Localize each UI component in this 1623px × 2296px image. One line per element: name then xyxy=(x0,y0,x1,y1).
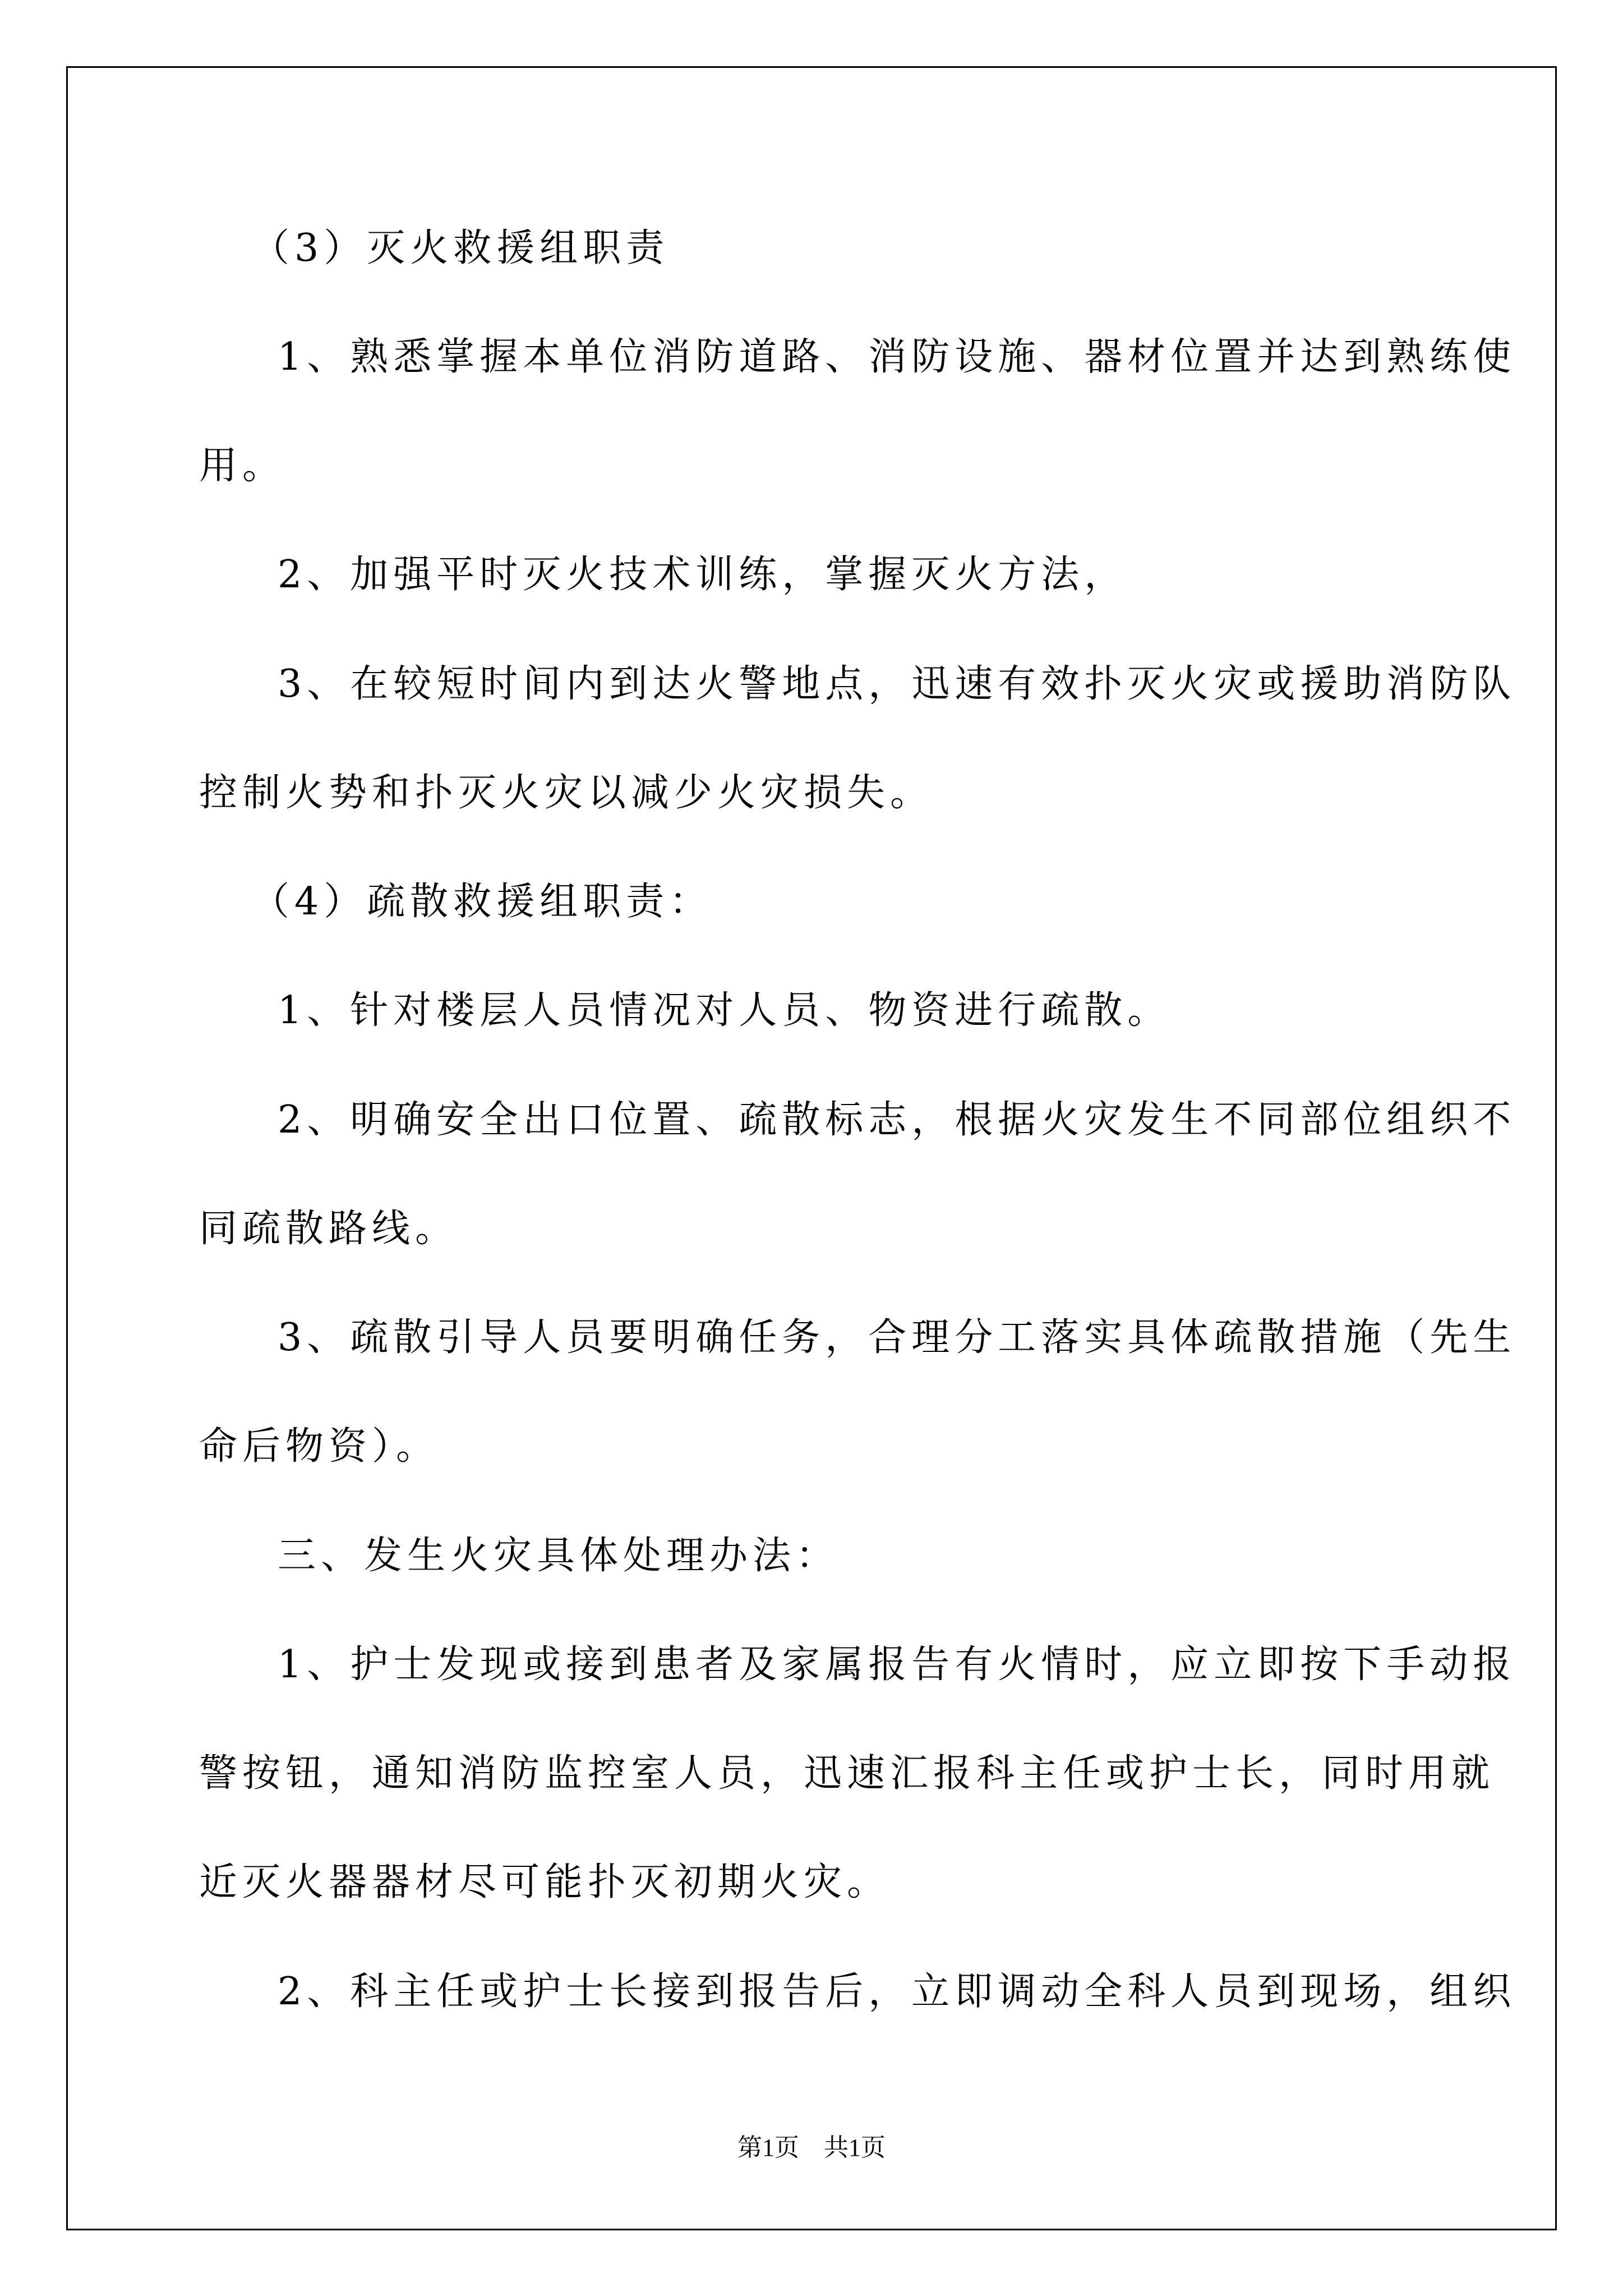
paragraph-line: 2、明确安全出口位置、疏散标志，根据火灾发生不同部位组织不 xyxy=(278,1098,1516,1142)
paragraph-line: 命后物资）。 xyxy=(199,1424,440,1469)
paragraph-line: 1、熟悉掌握本单位消防道路、消防设施、器材位置并达到熟练使 xyxy=(278,335,1516,379)
paragraph-line: 近灭火器器材尽可能扑灭初期火灾。 xyxy=(199,1860,891,1904)
page-number-footer: 第1页 共1页 xyxy=(737,2134,886,2161)
heading-evacuation-duties: （4）疏散救援组职责： xyxy=(251,880,713,924)
paragraph-line: 2、加强平时灭火技术训练，掌握灭火方法， xyxy=(278,553,1128,597)
paragraph-line: 1、护士发现或接到患者及家属报告有火情时，应立即按下手动报 xyxy=(278,1642,1516,1687)
paragraph-line: 同疏散路线。 xyxy=(199,1207,459,1251)
page-border xyxy=(66,66,1557,2230)
paragraph-line: 用。 xyxy=(199,444,286,488)
paragraph-line: 1、针对楼层人员情况对人员、物资进行疏散。 xyxy=(278,988,1171,1033)
heading-fire-handling-procedure: 三、发生火灾具体处理办法： xyxy=(278,1534,840,1578)
paragraph-line: 2、科主任或护士长接到报告后，立即调动全科人员到现场，组织 xyxy=(278,1970,1516,2014)
paragraph-line: 3、在较短时间内到达火警地点，迅速有效扑灭火灾或援助消防队 xyxy=(278,662,1516,706)
paragraph-line: 3、疏散引导人员要明确任务，合理分工落实具体疏散措施（先生 xyxy=(278,1315,1516,1360)
paragraph-line: 控制火势和扑灭火灾以减少火灾损失。 xyxy=(199,771,934,815)
heading-fire-rescue-duties: （3）灭火救援组职责 xyxy=(251,226,670,270)
paragraph-line: 警按钮，通知消防监控室人员，迅速汇报科主任或护士长，同时用就 xyxy=(199,1751,1495,1796)
